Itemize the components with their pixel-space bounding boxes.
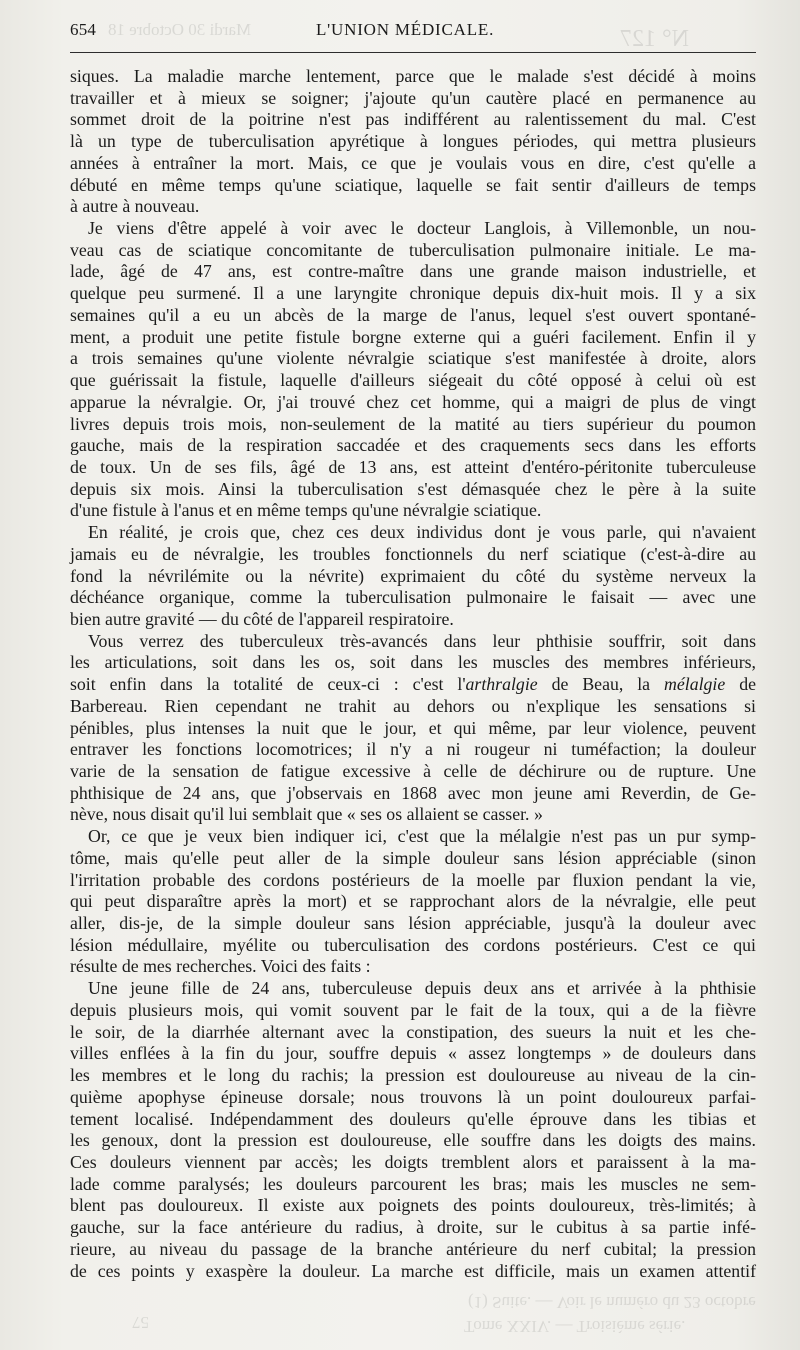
text-line: depuis six mois. Ainsi la tuberculisation s'est démasquée chez le père à la suite	[70, 478, 756, 499]
text-line: gauche, sur la face antérieure du radius, à droite, sur le cubitus à sa partie infé-	[70, 1217, 756, 1238]
page-header	[70, 14, 756, 44]
text-line: là un type de tuberculisation apyrétique à longues périodes, qui mettra plusieurs	[70, 131, 756, 152]
text-line: les articulations, soit dans les os, soit dans les muscles des membres inférieurs,	[70, 652, 756, 673]
text-line: ment, a produit une petite fistule borgne externe qui a guéri facilement. Enfin il y	[70, 326, 756, 347]
text-line: déchéance organique, comme la tuberculisation pulmonaire le faisait — avec une	[70, 587, 756, 608]
text-line: livres depuis trois mois, non-seulement de la matité au tiers supérieur du poumon	[70, 413, 756, 434]
text-line: débuté en même temps qu'une sciatique, laquelle se fait sentir d'ailleurs de temps	[70, 174, 756, 195]
text-line: siques. La maladie marche lentement, parce que le malade s'est décidé à moins	[70, 66, 756, 86]
bleed-through-header-left: Mardi 30 Octobre 18	[108, 20, 252, 39]
text-line: Une jeune fille de 24 ans, tuberculeuse depuis deux ans et arrivée à la phthisie	[88, 978, 756, 999]
text-line: nève, nous disait qu'il lui semblait que « ses os allaient se casser. »	[70, 804, 543, 825]
text-line: de toux. Un de ses fils, âgé de 13 ans, est atteint d'entéro-péritonite tuberculeuse	[70, 456, 756, 477]
text-line: Je viens d'être appelé à voir avec le docteur Langlois, à Villemonble, un nou-	[88, 218, 756, 239]
bleed-through-page-number: 57	[132, 1313, 149, 1332]
text-line: a trois semaines qu'une violente névralgie sciatique s'est manifestée à droite, alors	[70, 348, 756, 369]
text-line: rieure, au niveau du passage de la branche antérieure du nerf cubital; la pression	[70, 1238, 756, 1259]
text-line: Ces douleurs viennent par accès; les doigts tremblent alors et paraissent à la ma-	[70, 1151, 756, 1172]
text-line: le soir, de la diarrhée alternant avec la constipation, des sueurs la nuit et les che-	[70, 1021, 756, 1042]
text-line: les membres et le long du rachis; la pression est douloureuse au niveau de la cin-	[70, 1065, 756, 1086]
text-line: varie de la sensation de fatigue excessive à celle de déchirure ou de rupture. Une	[70, 761, 756, 781]
text-line: depuis plusieurs mois, qui vomit souvent par le fait de la toux, qui a de la fièvre	[70, 999, 756, 1020]
text-line: semaines qu'il a eu un abcès de la marge de l'anus, lequel s'est ouvert spontané-	[70, 304, 756, 325]
text-line: travailler et à mieux se soigner; j'ajoute qu'un cautère placé en permanence au	[70, 87, 756, 108]
text-line: à autre à nouveau.	[70, 196, 200, 217]
running-title: L'UNION MÉDICALE.	[316, 20, 495, 39]
text-line: d'une fistule à l'anus et en même temps qu'une névralgie sciatique.	[70, 500, 542, 521]
text-line: blent pas douloureux. Il existe aux poignets des points douloureux, très-limités; à	[70, 1195, 756, 1216]
text-line: lade, âgé de 47 ans, est contre-maître dans une grande maison industrielle, et	[70, 261, 756, 282]
article-body	[70, 66, 756, 1282]
text-line: phthisique de 24 ans, que j'observais en 1868 avec mon jeune ami Reverdin, de Ge-	[70, 782, 756, 803]
page-number: 654	[70, 20, 97, 39]
text-line: années à entraîner la mort. Mais, ce que je voulais vous en dire, c'est qu'elle a	[70, 152, 756, 173]
text-line: fond la névrilémite ou la névrite) exprimaient du côté du système nerveux la	[70, 565, 756, 586]
bleed-through-series: Tome XXIV. — Troisième série.	[464, 1317, 686, 1336]
header-rule	[70, 52, 756, 53]
text-line: veau cas de sciatique concomitante de tuberculisation pulmonaire initiale. Le ma-	[70, 239, 756, 260]
text-line: villes enflées à la fin du jour, souffre depuis « assez longtemps » de douleurs dans	[70, 1043, 756, 1064]
text-line: lade comme paralysés; les douleurs parcourent les bras; mais les muscles ne sem-	[70, 1173, 756, 1194]
text-line: les genoux, dont la pression est douloureuse, elle souffre dans les doigts des mains.	[70, 1130, 756, 1151]
text-line: En réalité, je crois que, chez ces deux individus dont je vous parle, qui n'avaient	[88, 522, 756, 543]
text-line: quième apophyse épineuse dorsale; nous trouvons là un point douloureux parfai-	[70, 1086, 756, 1107]
text-line: l'irritation probable des cordons postérieurs de la moelle par fluxion pendant la vie,	[70, 869, 756, 890]
text-line: résulte de mes recherches. Voici des faits :	[70, 956, 371, 977]
text-line: aller, dis-je, de la simple douleur sans lésion appréciable, jusqu'à la douleur avec	[70, 913, 756, 934]
text-line: de ces points y exaspère la douleur. La marche est difficile, mais un examen attentif	[70, 1260, 756, 1281]
text-line: apparue la névralgie. Or, j'ai trouvé chez cet homme, qui a maigri de plus de vingt	[70, 391, 756, 412]
text-line: que guérissait la fistule, laquelle d'ailleurs siégeait du côté opposé à celui où est	[70, 370, 756, 391]
text-line: tement localisé. Indépendamment des douleurs qu'elle éprouve dans les tibias et	[70, 1108, 756, 1129]
text-line: Or, ce que je veux bien indiquer ici, c'est que la mélalgie n'est pas un pur symp-	[88, 826, 756, 847]
text-line: lésion médullaire, myélite ou tuberculisation des cordons postérieurs. C'est ce qui	[70, 934, 756, 955]
text-line: bien autre gravité — du côté de l'appareil respiratoire.	[70, 608, 454, 629]
text-line: soit enfin dans la totalité de ceux-ci : c'est l'arthralgie de Beau, la mélalgie de	[70, 674, 756, 695]
text-line: tôme, mais qu'elle peut aller de la simple douleur sans lésion appréciable (sinon	[70, 847, 756, 868]
text-line: quelque peu surmené. Il a une laryngite chronique depuis dix-huit mois. Il y a six	[70, 283, 756, 304]
text-line: qui peut disparaître après la mort) et se rapprochant alors de la névralgie, elle peut	[70, 891, 756, 912]
text-line: sommet droit de la poitrine n'est pas indifférent au ralentissement du mal. C'est	[70, 109, 756, 130]
bleed-through-footnote: (1) Suite. — Voir le numéro du 23 octobre	[468, 1293, 756, 1312]
text-line: gauche, mais de la respiration saccadée et des craquements secs dans les efforts	[70, 435, 756, 456]
text-line: Vous verrez des tuberculeux très-avancés dans leur phthisie souffrir, soit dans	[88, 630, 756, 651]
text-line: entraver les fonctions locomotrices; il n'y a ni rougeur ni tuméfaction; la douleur	[70, 739, 756, 760]
text-line: Barbereau. Rien cependant ne trahit au dehors ou n'explique les sensations si	[70, 695, 756, 716]
text-line: jamais eu de névralgie, les troubles fonctionnels du nerf sciatique (c'est-à-dire au	[70, 543, 756, 564]
bleed-through-header-right: N° 127	[620, 26, 689, 52]
text-line: pénibles, plus intenses la nuit que le jour, et qui même, par leur violence, peuvent	[70, 717, 756, 738]
